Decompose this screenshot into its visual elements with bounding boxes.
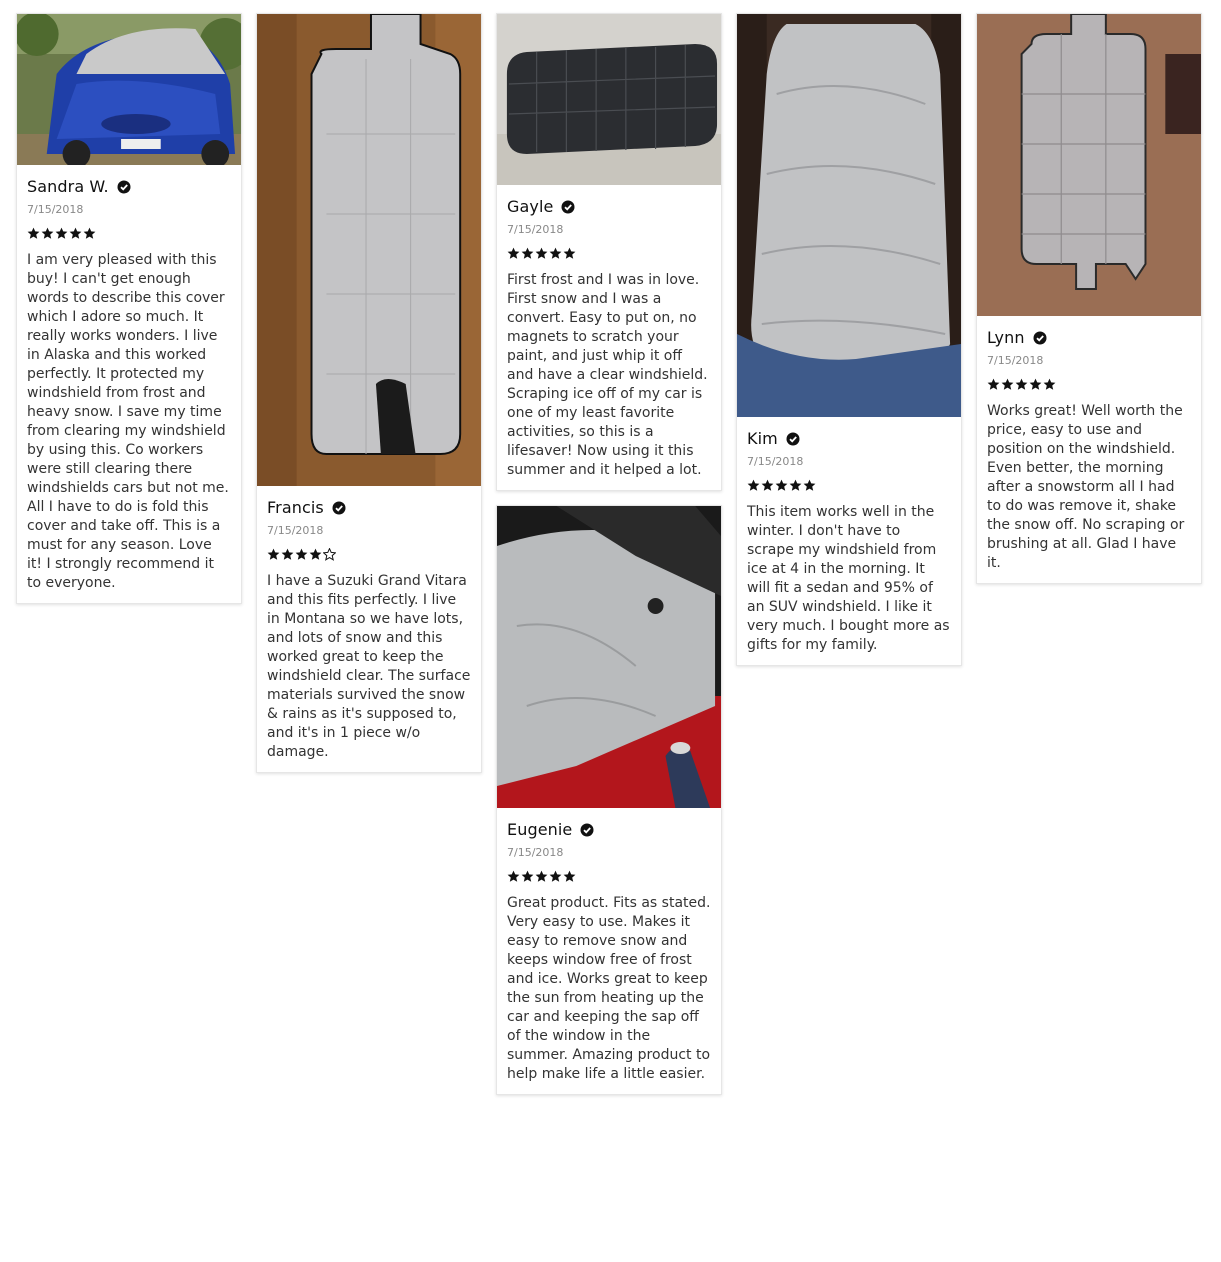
- star-filled-icon: [55, 227, 68, 240]
- review-text: Great product. Fits as stated. Very easy to use. Makes it easy to remove snow and keeps window free of frost and ice. Works great to keep the sun from heating up the car and keeping the sap off of the window in the summer. Amazing product to help make life a little easier.: [507, 895, 711, 1082]
- star-filled-icon: [1029, 378, 1042, 391]
- star-filled-icon: [549, 870, 562, 883]
- reviewer-name: Eugenie: [507, 820, 573, 839]
- review-date: 7/15/2018: [267, 524, 324, 537]
- star-empty-icon: [323, 548, 336, 561]
- review-date: 7/15/2018: [987, 354, 1044, 367]
- star-filled-icon: [1001, 378, 1014, 391]
- review-date: 7/15/2018: [27, 203, 84, 216]
- reviewer-name: Kim: [747, 429, 778, 448]
- star-filled-icon: [83, 227, 96, 240]
- review-photo[interactable]: [977, 14, 1201, 316]
- star-filled-icon: [775, 479, 788, 492]
- star-filled-icon: [281, 548, 294, 561]
- reviewer-name: Gayle: [507, 197, 554, 216]
- star-filled-icon: [69, 227, 82, 240]
- star-filled-icon: [309, 548, 322, 561]
- star-rating: [507, 247, 711, 261]
- review-card: [496, 13, 722, 491]
- verified-check-icon: [1033, 331, 1047, 345]
- review-card: [256, 13, 482, 773]
- star-filled-icon: [27, 227, 40, 240]
- review-photo[interactable]: [257, 14, 481, 486]
- star-filled-icon: [563, 870, 576, 883]
- review-text: Works great! Well worth the price, easy to use and position on the windshield. Even better, the morning after a snowstorm all I had to do was remove it, shake the snow off. No scraping or brushing at all. Glad I have it.: [987, 403, 1185, 571]
- verified-check-icon: [332, 501, 346, 515]
- review-date: 7/15/2018: [507, 846, 564, 859]
- review-card: [496, 505, 722, 1095]
- star-filled-icon: [521, 247, 534, 260]
- review-photo[interactable]: [497, 14, 721, 185]
- star-filled-icon: [563, 247, 576, 260]
- verified-check-icon: [561, 200, 575, 214]
- star-filled-icon: [41, 227, 54, 240]
- review-card: [16, 13, 242, 604]
- star-filled-icon: [295, 548, 308, 561]
- review-photo[interactable]: [497, 506, 721, 808]
- star-filled-icon: [987, 378, 1000, 391]
- star-filled-icon: [1015, 378, 1028, 391]
- review-date: 7/15/2018: [507, 223, 564, 236]
- star-filled-icon: [267, 548, 280, 561]
- star-filled-icon: [507, 870, 520, 883]
- review-text: I have a Suzuki Grand Vitara and this fits perfectly. I live in Montana so we have lots, and lots of snow and this worked great to keep the windshield clear. The surface materials survived the snow & rains as it's supposed to, and it's in 1 piece w/o damage.: [267, 573, 471, 760]
- star-filled-icon: [507, 247, 520, 260]
- review-card: [736, 13, 962, 666]
- star-filled-icon: [747, 479, 760, 492]
- star-filled-icon: [1043, 378, 1056, 391]
- star-filled-icon: [803, 479, 816, 492]
- star-rating: [507, 870, 711, 884]
- star-filled-icon: [535, 247, 548, 260]
- review-text: First frost and I was in love. First snow and I was a convert. Easy to put on, no magnets to scratch your paint, and just whip it off and have a clear windshield. Scraping ice off of my car is one of my least favorite activities, so this is a lifesaver! Now using it this summer and it helped a lot.: [507, 272, 708, 478]
- review-photo[interactable]: [737, 14, 961, 417]
- review-card: [976, 13, 1202, 584]
- reviewer-name: Francis: [267, 498, 324, 517]
- reviewer-name: Lynn: [987, 328, 1025, 347]
- star-filled-icon: [521, 870, 534, 883]
- star-filled-icon: [549, 247, 562, 260]
- star-rating: [27, 227, 231, 241]
- star-filled-icon: [789, 479, 802, 492]
- star-rating: [987, 378, 1191, 392]
- verified-check-icon: [117, 180, 131, 194]
- review-text: I am very pleased with this buy! I can't get enough words to describe this cover which I adore so much. It really works wonders. I live in Alaska and this worked perfectly. It protected my windshield from frost and heavy snow. I save my time from clearing my windshield by using this. Co workers were still clearing there windshields cars but not me. All I have to do is fold this cover and take off. This is a must for any season. Love it! I strongly recommend it to everyone.: [27, 252, 229, 591]
- star-filled-icon: [535, 870, 548, 883]
- review-date: 7/15/2018: [747, 455, 804, 468]
- verified-check-icon: [580, 823, 594, 837]
- star-rating: [747, 479, 951, 493]
- verified-check-icon: [786, 432, 800, 446]
- star-filled-icon: [761, 479, 774, 492]
- star-rating: [267, 548, 471, 562]
- review-photo[interactable]: [17, 14, 241, 165]
- reviewer-name: Sandra W.: [27, 177, 109, 196]
- review-text: This item works well in the winter. I don't have to scrape my windshield from ice at 4 in the morning. It will fit a sedan and 95% of an SUV windshield. I like it very much. I bought more as gifts for my family.: [747, 504, 950, 653]
